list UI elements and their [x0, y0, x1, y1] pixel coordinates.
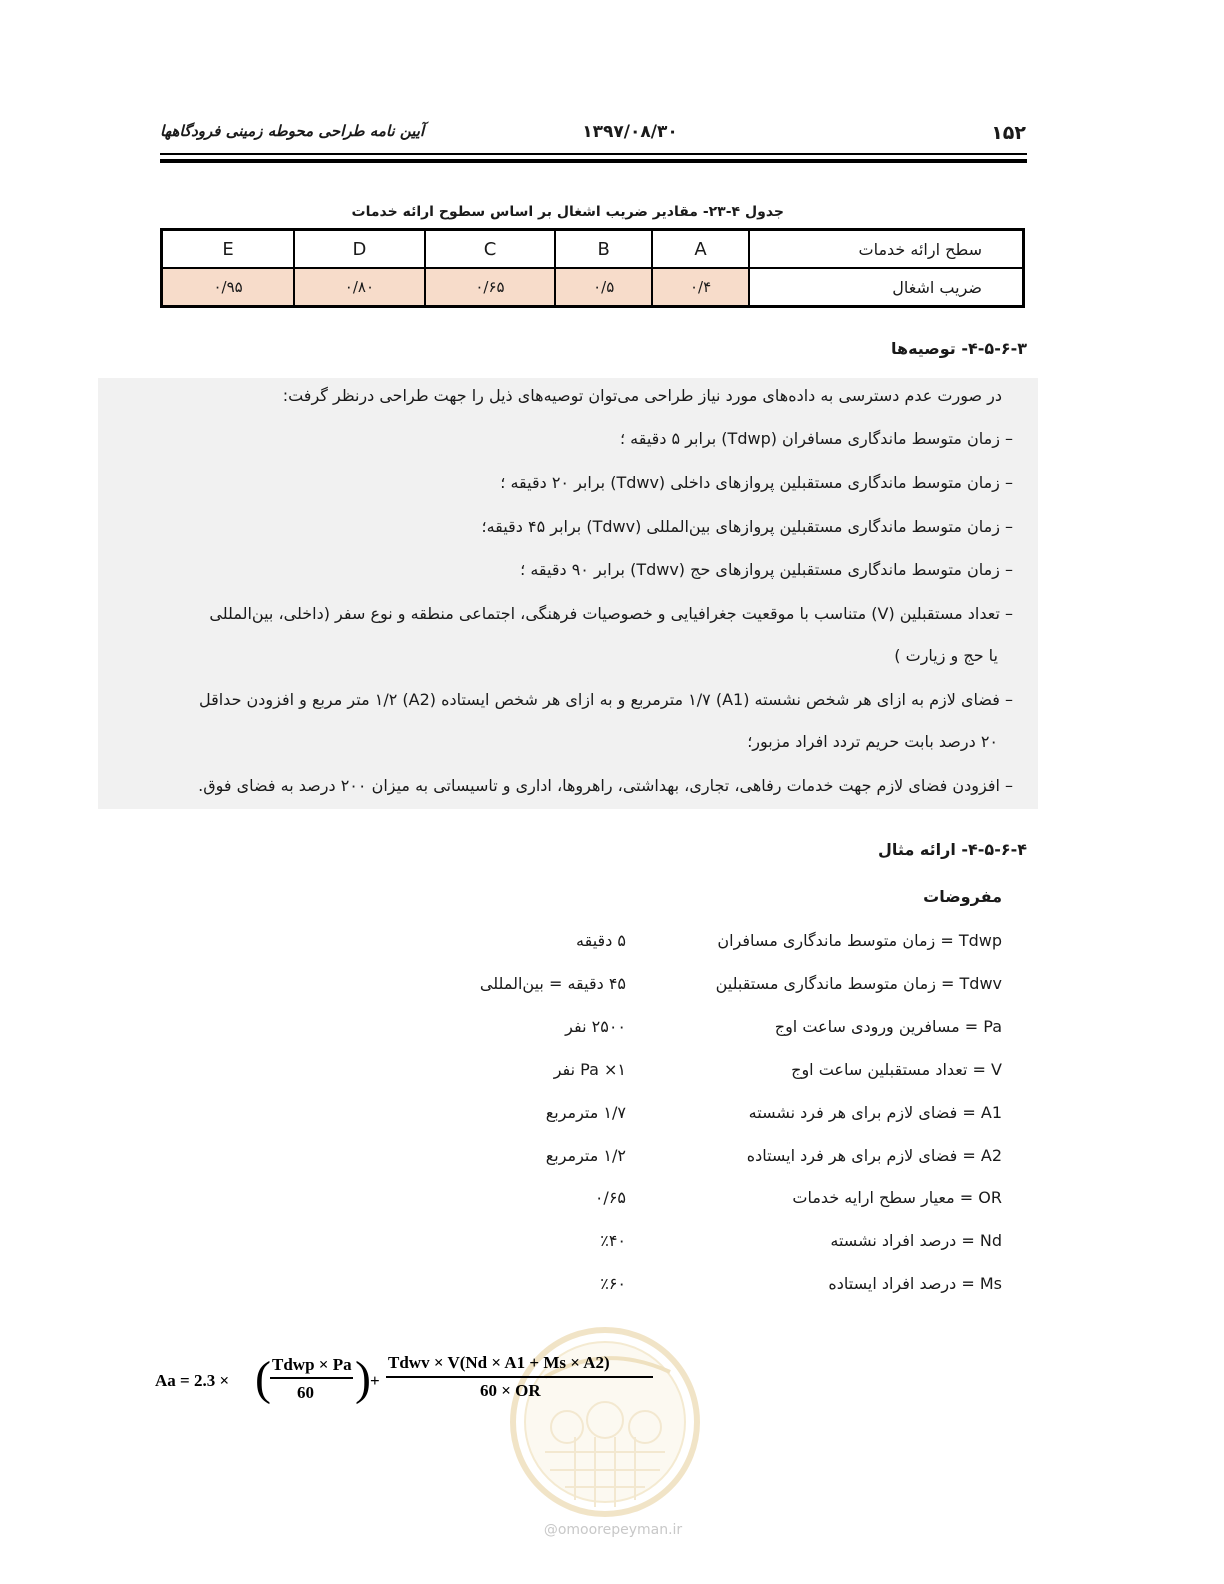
recommendation-item: – زمان متوسط ماندگاری مستقبلین پروازهای حج (Tdwv) برابر ۹۰ دقیقه ؛	[520, 560, 1013, 579]
assumption-value: ٪۶۰	[600, 1274, 626, 1293]
assumption-label: OR = معیار سطح ارایه خدمات	[792, 1188, 1002, 1207]
section-heading-example: ۴-۵-۶-۴- ارائه مثال	[878, 840, 1027, 859]
table-cell: B	[555, 230, 652, 269]
header-rule-thick	[160, 159, 1027, 163]
table-cell: ۰/۵	[555, 268, 652, 307]
table-cell: E	[162, 230, 295, 269]
assumptions-title: مفروضات	[923, 887, 1002, 906]
table-row	[162, 230, 1024, 269]
assumption-label: Nd = درصد افراد نشسته	[830, 1231, 1002, 1250]
formula-plus: +	[370, 1371, 380, 1390]
formula-paren-right: )	[355, 1352, 371, 1405]
page-number: ۱۵۲	[991, 122, 1026, 144]
assumption-label: Ms = درصد افراد ایستاده	[828, 1274, 1002, 1293]
assumption-value: ۱/۷ مترمربع	[545, 1103, 626, 1122]
assumption-label: V = تعداد مستقبلین ساعت اوج	[791, 1060, 1002, 1079]
assumption-value: ۰/۶۵	[594, 1188, 626, 1207]
assumption-value: ٪۴۰	[600, 1231, 626, 1250]
table-row-label: سطح ارائه خدمات	[749, 230, 1024, 269]
document-date: ۱۳۹۷/۰۸/۳۰	[582, 122, 678, 142]
section-heading-recommendations: ۴-۵-۶-۳- توصیه‌ها	[890, 339, 1027, 358]
table-cell: D	[294, 230, 425, 269]
recommendation-item: – زمان متوسط ماندگاری مستقبلین پروازهای داخلی (Tdwv) برابر ۲۰ دقیقه ؛	[500, 473, 1013, 492]
table-cell: C	[425, 230, 556, 269]
recommendation-item: – افزودن فضای لازم جهت خدمات رفاهی، تجاری، بهداشتی، راهروها، اداری و تاسیساتی به میزان ۲۰۰ درصد به فضای فوق.	[198, 776, 1013, 795]
formula-frac2-denominator: 60 × OR	[480, 1381, 541, 1400]
recommendation-item: – تعداد مستقبلین (V) متناسب با موقعیت جغرافیایی و خصوصیات فرهنگی، اجتماعی منطقه و نوع سفر (داخلی، بین‌المللی	[209, 604, 1013, 623]
table-cell: ۰/۸۰	[294, 268, 425, 307]
recommendation-item: – زمان متوسط ماندگاری مسافران (Tdwp) برابر ۵ دقیقه ؛	[620, 429, 1013, 448]
watermark-site: @omoorepeyman.ir	[543, 1522, 683, 1538]
assumption-label: A1 = فضای لازم برای هر فرد نشسته	[748, 1103, 1002, 1122]
recommendation-item-continued: ۲۰ درصد بابت حریم تردد افراد مزبور؛	[747, 732, 998, 751]
header-rule-thin	[160, 153, 1027, 155]
formula-paren-left: (	[255, 1352, 271, 1405]
formula-frac2-numerator: Tdwv × V(Nd × A1 + Ms × A2)	[388, 1353, 610, 1372]
recommendation-intro: در صورت عدم دسترسی به داده‌های مورد نیاز طراحی می‌توان توصیه‌های ذیل را جهت طراحی درنظر گرفت:	[282, 386, 1002, 405]
assumption-value: ۵ دقیقه	[576, 931, 626, 950]
table-cell: ۰/۹۵	[162, 268, 295, 307]
assumption-label: Tdwv = زمان متوسط ماندگاری مستقبلین	[715, 974, 1002, 993]
recommendation-item: – زمان متوسط ماندگاری مستقبلین پروازهای بین‌المللی (Tdwv) برابر ۴۵ دقیقه؛	[481, 517, 1013, 536]
recommendation-item: – فضای لازم به ازای هر شخص نشسته (A1) ۱/۷ مترمربع و به ازای هر شخص ایستاده (A2) ۱/۲ متر مربع و افزودن حداقل	[198, 690, 1013, 709]
table-caption: جدول ۴-۲۳- مقادیر ضریب اشغال بر اساس سطوح ارائه خدمات	[351, 204, 784, 220]
area-formula	[155, 1350, 675, 1410]
table-cell: ۰/۶۵	[425, 268, 556, 307]
assumption-value: ۴۵ دقیقه = بین‌المللی	[479, 974, 626, 993]
assumption-label: Pa = مسافرین ورودی ساعت اوج	[774, 1017, 1002, 1036]
occupancy-table	[160, 228, 1025, 308]
formula-lhs: Aa = 2.3 ×	[155, 1371, 230, 1390]
assumption-label: Tdwp = زمان متوسط ماندگاری مسافران	[717, 931, 1002, 950]
running-title: آیین نامه طراحی محوطه زمینی فرودگاهها	[160, 122, 425, 140]
table-cell: ۰/۴	[652, 268, 749, 307]
assumption-label: A2 = فضای لازم برای هر فرد ایستاده	[746, 1146, 1002, 1165]
table-row-label: ضریب اشغال	[749, 268, 1024, 307]
assumption-value: ۱× Pa نفر	[553, 1060, 626, 1079]
formula-frac1-denominator: 60	[297, 1383, 314, 1402]
assumption-value: ۱/۲ مترمربع	[545, 1146, 626, 1165]
recommendation-item-continued: یا حج و زیارت )	[894, 646, 998, 665]
table-cell: A	[652, 230, 749, 269]
table-row	[162, 268, 1024, 307]
assumption-value: ۲۵۰۰ نفر	[565, 1017, 626, 1036]
formula-frac1-numerator: Tdwp × Pa	[272, 1355, 352, 1374]
recommendations-box	[98, 378, 1038, 809]
